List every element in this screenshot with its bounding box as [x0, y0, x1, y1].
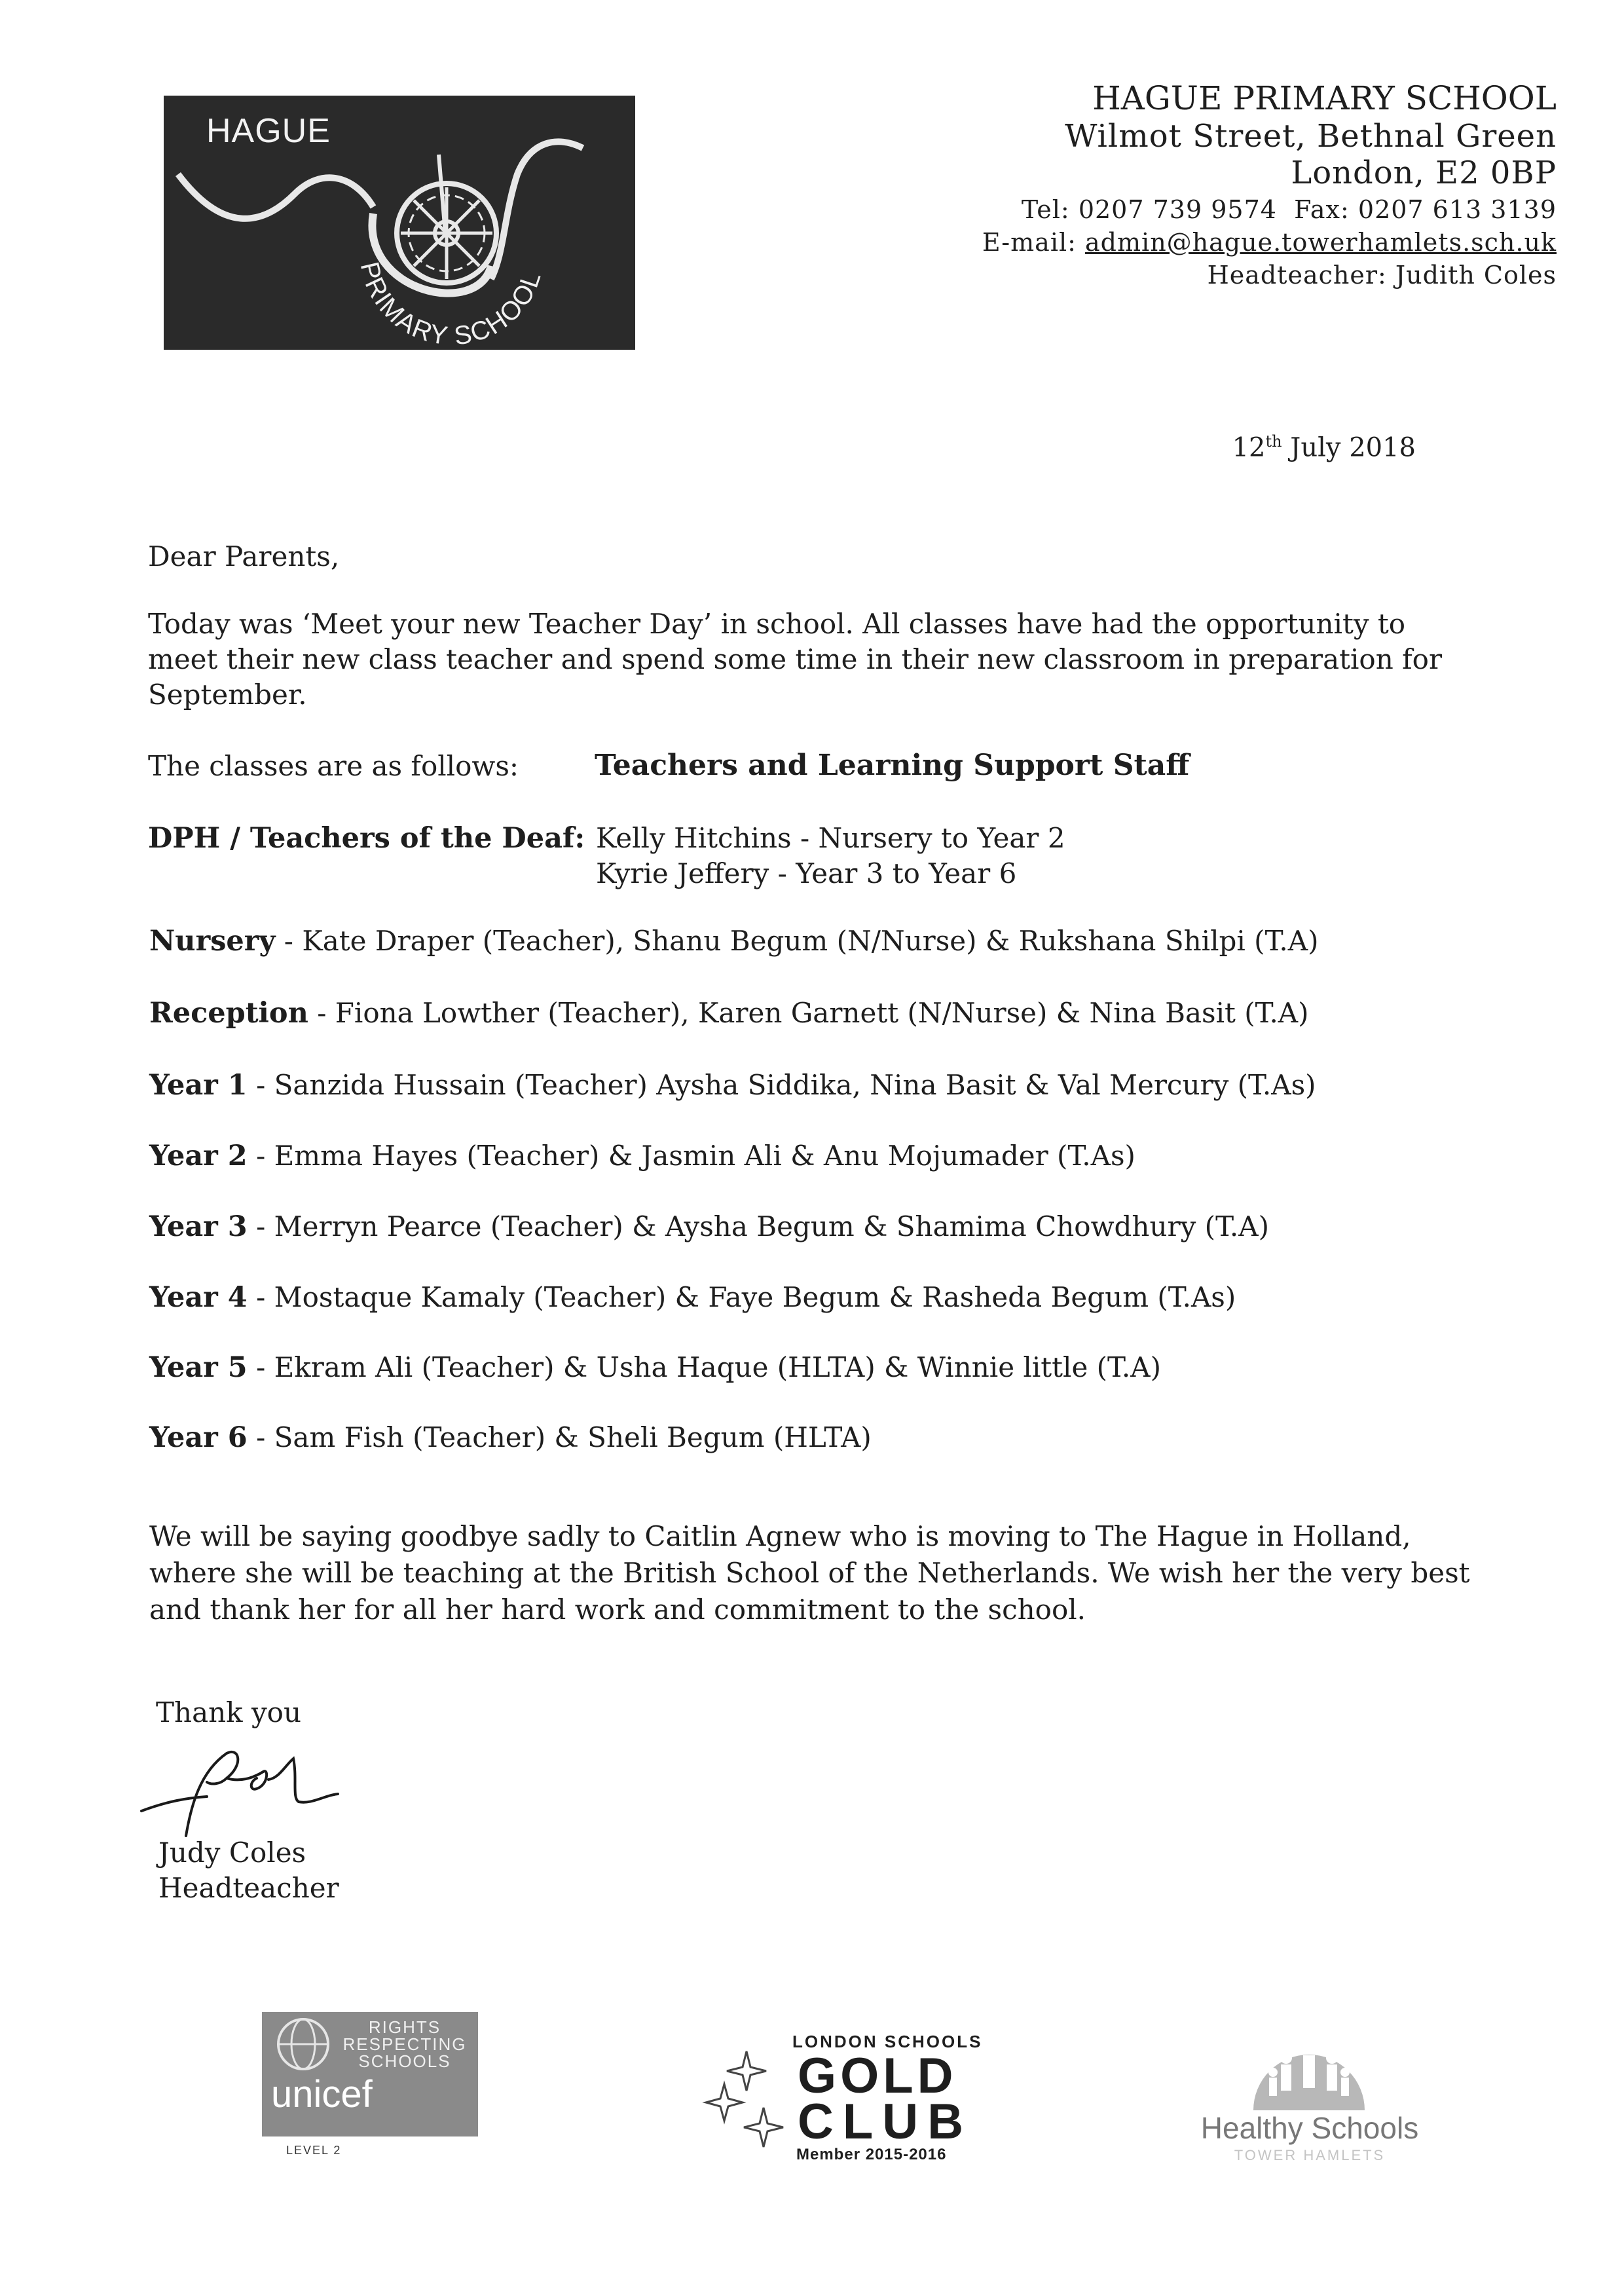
class-name: Year 6 [149, 1421, 248, 1454]
thanks: Thank you [156, 1696, 302, 1728]
class-staff: - Ekram Ali (Teacher) & Usha Haque (HLTA) & Winnie little (T.A) [256, 1351, 1161, 1383]
intro-line: meet their new class teacher and spend some time in their new classroom in preparation for [148, 643, 1443, 675]
class-name: Year 5 [149, 1351, 248, 1384]
staff-heading: Teachers and Learning Support Staff [595, 749, 1190, 782]
signature-name: Judy Coles [158, 1837, 306, 1869]
logo-emblem-icon [164, 96, 635, 350]
dph-label: DPH / Teachers of the Deaf: [148, 822, 585, 855]
closing-line: where she will be teaching at the British School of the Netherlands. We wish her the very best [149, 1557, 1470, 1589]
class-name: Year 1 [149, 1069, 248, 1102]
class-row-nursery [149, 925, 1318, 958]
closing-line: We will be saying goodbye sadly to Caitlin Agnew who is moving to The Hague in Holland, [149, 1520, 1411, 1552]
class-row-year-4 [149, 1281, 1236, 1314]
class-staff: - Mostaque Kamaly (Teacher) & Faye Begum & Rasheda Begum (T.As) [256, 1281, 1236, 1313]
gold-club-member: Member 2015-2016 [796, 2146, 947, 2163]
unicef-wordmark: unicef [271, 2073, 373, 2116]
svg-text:PRIMARY SCHOOL: PRIMARY SCHOOL [354, 259, 547, 350]
globe-icon [267, 2015, 339, 2074]
class-staff: - Emma Hayes (Teacher) & Jasmin Ali & Anu Mojumader (T.As) [256, 1140, 1135, 1172]
class-name: Nursery [149, 925, 276, 958]
rrs-line: RIGHTS [368, 2017, 441, 2037]
signature-icon [128, 1739, 351, 1837]
headteacher-line: Headteacher: Judith Coles [1207, 261, 1557, 289]
gold-club-club: CLUB [798, 2094, 973, 2150]
class-name: Year 4 [149, 1281, 248, 1314]
class-row-year-1 [149, 1069, 1316, 1102]
tel-label: Tel: [1021, 195, 1070, 224]
email-label: E-mail: [982, 228, 1077, 257]
rrs-line: SCHOOLS [358, 2051, 451, 2071]
gold-club-top: LONDON SCHOOLS [792, 2032, 983, 2051]
fax-label: Fax: [1294, 195, 1350, 224]
date-day: 12 [1232, 432, 1266, 463]
class-row-year-3 [149, 1210, 1269, 1243]
contact-email-line [982, 228, 1557, 257]
address-city: London, E2 0BP [1291, 155, 1557, 191]
logo-name: HAGUE [206, 112, 331, 150]
rights-respecting-schools-badge [262, 2012, 478, 2136]
classes-lead: The classes are as follows: [148, 750, 519, 782]
healthy-schools-badge [1185, 2012, 1434, 2169]
class-name: Year 2 [149, 1140, 248, 1172]
rrs-text [339, 2019, 470, 2070]
signature-title: Headteacher [158, 1872, 339, 1904]
dph-entry: Kyrie Jeffery - Year 3 to Year 6 [596, 857, 1017, 889]
school-logo [164, 96, 635, 350]
class-row-year-2 [149, 1140, 1135, 1172]
class-staff: - Sam Fish (Teacher) & Sheli Begum (HLTA) [256, 1421, 872, 1453]
class-row-year-6 [149, 1421, 872, 1454]
tel-number: 0207 739 9574 [1078, 195, 1277, 224]
dph-entry: Kelly Hitchins - Nursery to Year 2 [596, 822, 1065, 854]
closing-line: and thank her for all her hard work and commitment to the school. [149, 1594, 1086, 1626]
class-staff: - Fiona Lowther (Teacher), Karen Garnett (N/Nurse) & Nina Basit (T.A) [317, 997, 1309, 1029]
letter-date [1232, 432, 1416, 462]
address-street: Wilmot Street, Bethnal Green [1065, 118, 1557, 155]
date-month-year: July 2018 [1290, 432, 1416, 463]
stars-icon [701, 2045, 792, 2150]
gold-club-gold: GOLD [798, 2048, 957, 2104]
rrs-line: RESPECTING [342, 2034, 467, 2054]
class-row-reception [149, 997, 1309, 1030]
gold-club-badge [701, 2032, 989, 2163]
class-name: Reception [149, 997, 308, 1030]
class-staff: - Merryn Pearce (Teacher) & Aysha Begum & Shamima Chowdhury (T.A) [256, 1210, 1269, 1242]
class-staff: - Sanzida Hussain (Teacher) Aysha Siddika, Nina Basit & Val Mercury (T.As) [256, 1069, 1316, 1101]
contact-phone-line [1022, 195, 1557, 224]
healthy-schools-name: Healthy Schools [1200, 2111, 1419, 2145]
salutation: Dear Parents, [148, 540, 340, 572]
fax-number: 0207 613 3139 [1357, 195, 1557, 224]
intro-line: September. [148, 679, 307, 711]
email-link[interactable]: admin@hague.towerhamlets.sch.uk [1085, 228, 1557, 257]
school-name: HAGUE PRIMARY SCHOOL [1092, 79, 1557, 117]
class-row-year-5 [149, 1351, 1161, 1384]
date-suffix: th [1265, 432, 1282, 451]
healthy-schools-people-icon [1247, 2012, 1371, 2110]
healthy-schools-sub: TOWER HAMLETS [1234, 2147, 1386, 2163]
rrs-level: LEVEL 2 [286, 2144, 342, 2157]
intro-line: Today was ‘Meet your new Teacher Day’ in school. All classes have had the opportunity to [148, 608, 1406, 640]
class-staff: - Kate Draper (Teacher), Shanu Begum (N/Nurse) & Rukshana Shilpi (T.A) [284, 925, 1319, 957]
class-name: Year 3 [149, 1210, 248, 1243]
